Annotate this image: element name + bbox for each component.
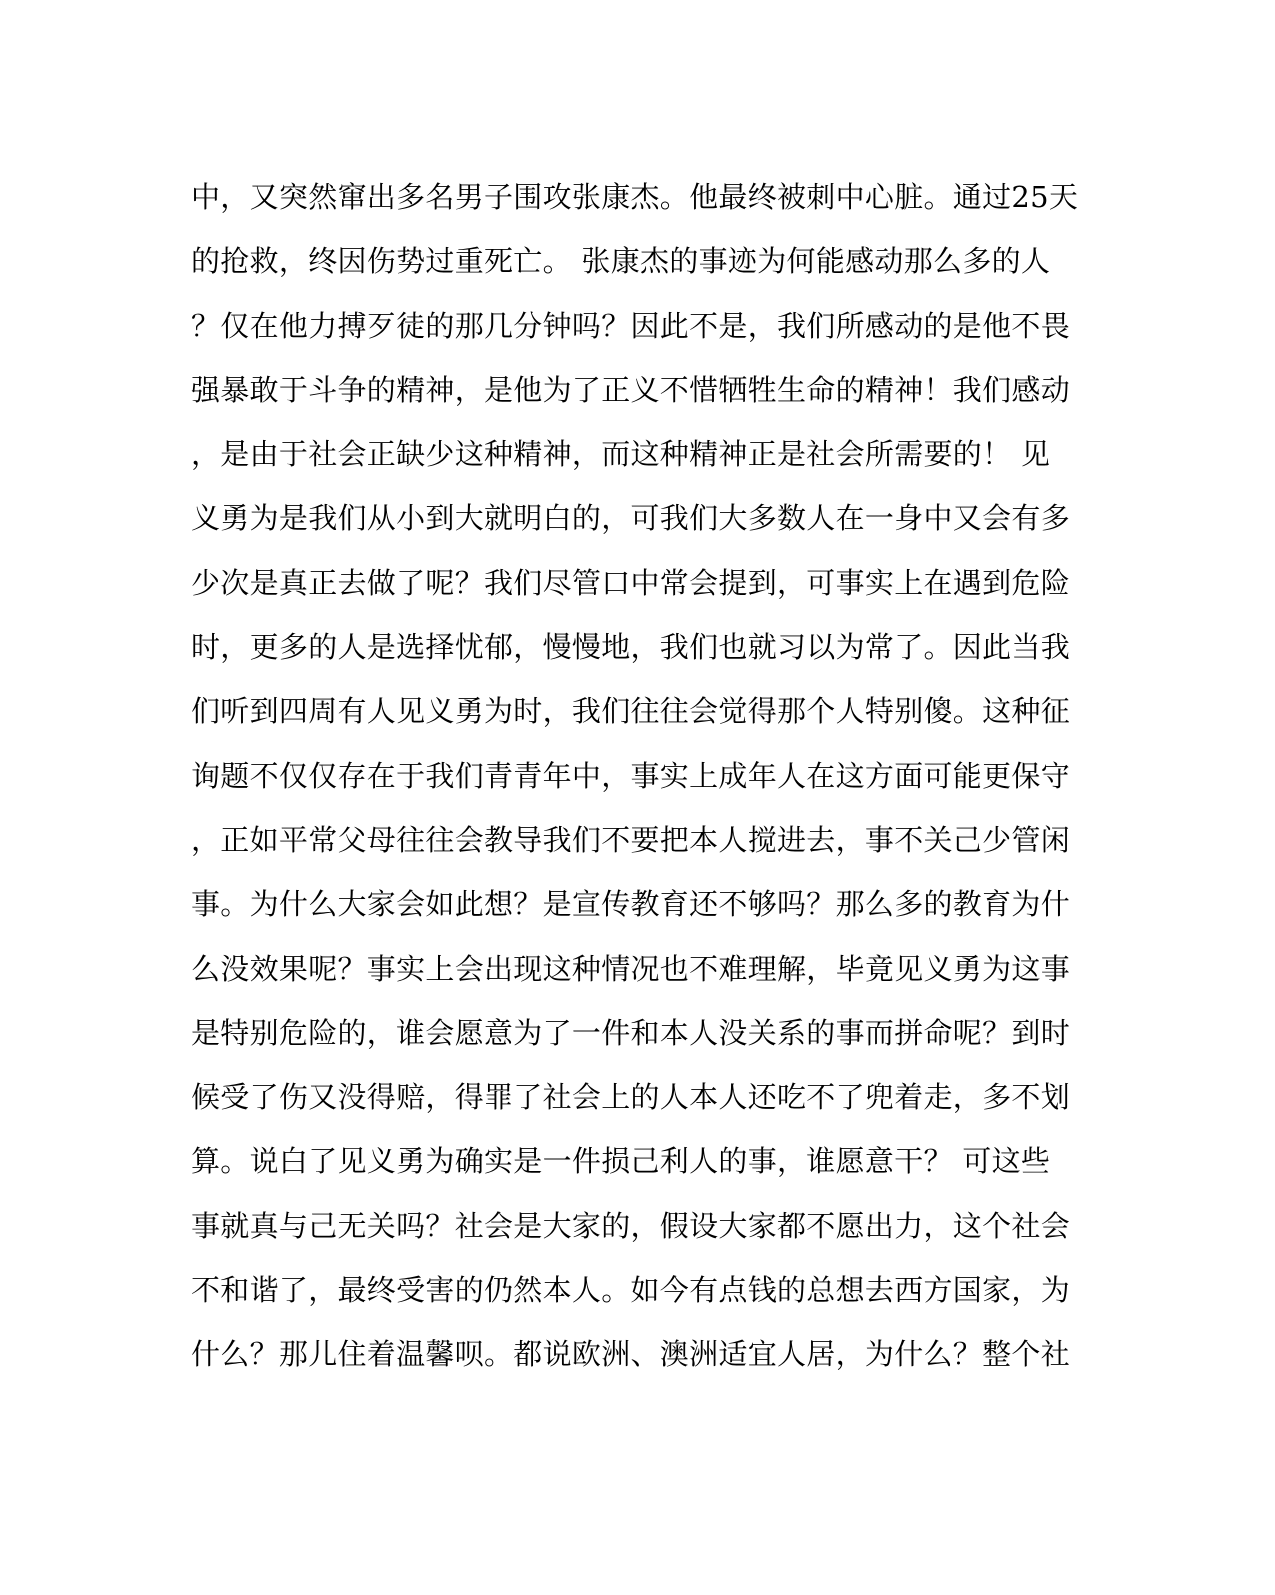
text-line: ，正如平常父母往往会教导我们不要把本人搅进去，事不关己少管闲 — [191, 822, 1071, 857]
text-line: ？仅在他力搏歹徒的那几分钟吗？因此不是，我们所感动的是他不畏 — [191, 308, 1071, 343]
text-line: 么没效果呢？事实上会出现这种情况也不难理解，毕竟见义勇为这事 — [191, 951, 1071, 986]
text-line: 询题不仅仅存在于我们青青年中，事实上成年人在这方面可能更保守 — [191, 758, 1071, 793]
text-line: 算。说白了见义勇为确实是一件损己利人的事，谁愿意干？ 可这些 — [191, 1144, 1051, 1179]
text-line: 中，又突然窜出多名男子围攻张康杰。他最终被刺中心脏。通过25天 — [191, 180, 1079, 214]
text-line: 少次是真正去做了呢？我们尽管口中常会提到，可事实上在遇到危险 — [191, 565, 1071, 600]
text-line: 强暴敢于斗争的精神，是他为了正义不惜牺牲生命的精神！我们感动 — [191, 372, 1071, 407]
text-line: 候受了伤又没得赔，得罪了社会上的人本人还吃不了兜着走，多不划 — [191, 1080, 1071, 1115]
text-line: 事就真与己无关吗？社会是大家的，假设大家都不愿出力，这个社会 — [191, 1208, 1071, 1243]
body-text — [191, 165, 1079, 1387]
text-line: 事。为什么大家会如此想？是宣传教育还不够吗？那么多的教育为什 — [191, 887, 1071, 922]
text-line: 们听到四周有人见义勇为时，我们往往会觉得那个人特别傻。这种征 — [191, 694, 1071, 729]
text-line: 不和谐了，最终受害的仍然本人。如今有点钱的总想去西方国家，为 — [191, 1273, 1071, 1308]
text-line: 时，更多的人是选择忧郁，慢慢地，我们也就习以为常了。因此当我 — [191, 630, 1071, 665]
text-line: 义勇为是我们从小到大就明白的，可我们大多数人在一身中又会有多 — [191, 501, 1071, 536]
text-line: ，是由于社会正缺少这种精神，而这种精神正是社会所需要的！ 见 — [191, 437, 1051, 472]
text-line: 的抢救，终因伤势过重死亡。 张康杰的事迹为何能感动那么多的人 — [191, 244, 1051, 279]
text-line: 什么？那儿住着温馨呗。都说欧洲、澳洲适宜人居，为什么？整个社 — [191, 1337, 1071, 1372]
text-line: 是特别危险的，谁会愿意为了一件和本人没关系的事而拼命呢？到时 — [191, 1015, 1071, 1050]
